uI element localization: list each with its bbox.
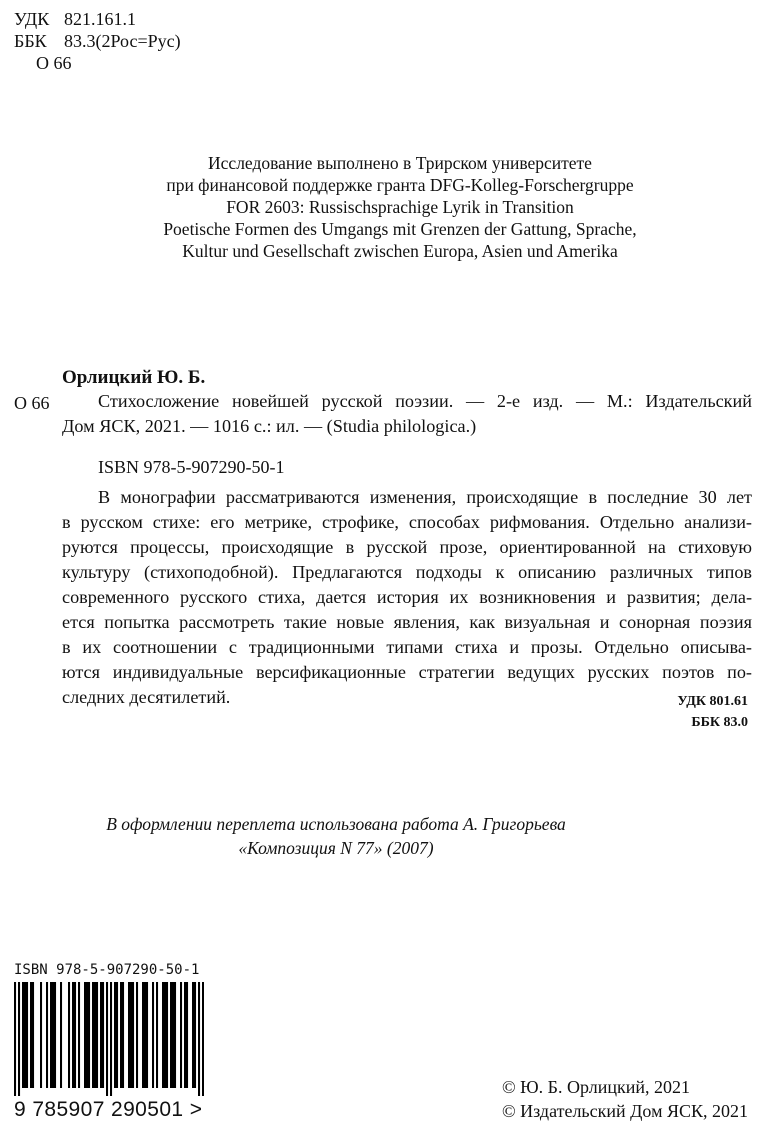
barcode-bar bbox=[198, 982, 200, 1096]
barcode-bar bbox=[122, 982, 124, 1088]
author-mark: О 66 bbox=[36, 53, 72, 73]
barcode-bar bbox=[22, 982, 24, 1088]
author-heading: Орлицкий Ю. Б. bbox=[62, 367, 206, 388]
barcode-bar bbox=[120, 982, 122, 1088]
barcode-bar bbox=[52, 982, 54, 1088]
barcode-bar bbox=[14, 982, 16, 1096]
barcode-bar bbox=[170, 982, 172, 1088]
barcode-bar bbox=[174, 982, 176, 1088]
grant-note-line: Poetische Formen des Umgangs mit Grenzen der Gattung, Sprache, bbox=[163, 219, 637, 239]
abstract-line: культуру (стихоподобной). Предлагаются подходы к описанию различных типов bbox=[62, 562, 752, 582]
barcode-bar bbox=[128, 982, 130, 1088]
barcode-bar bbox=[100, 982, 102, 1088]
bottom-bbk: ББК 83.0 bbox=[691, 715, 748, 730]
barcode-bar bbox=[186, 982, 188, 1088]
barcode-bar bbox=[152, 982, 154, 1088]
barcode-bar bbox=[94, 982, 96, 1088]
grant-note-line: при финансовой поддержке гранта DFG-Kolleg-Forschergruppe bbox=[166, 175, 634, 195]
udk-label: УДК bbox=[14, 9, 50, 29]
udk-value: 821.161.1 bbox=[64, 9, 136, 29]
isbn-line: ISBN 978-5-907290-50-1 bbox=[98, 457, 285, 477]
barcode-bar bbox=[102, 982, 104, 1088]
cover-credit-line: «Композиция N 77» (2007) bbox=[238, 838, 434, 858]
barcode-bar bbox=[30, 982, 32, 1088]
barcode-bar bbox=[24, 982, 26, 1088]
barcode-bar bbox=[136, 982, 138, 1088]
barcode-bar bbox=[132, 982, 134, 1088]
grant-note-line: Исследование выполнено в Трирском университете bbox=[208, 153, 592, 173]
abstract-line: в их соотношении с традиционными типами стиха и прозы. Отдельно описыва- bbox=[62, 637, 752, 657]
description-line: Дом ЯСК, 2021. — 1016 с.: ил. — (Studia philologica.) bbox=[62, 416, 477, 436]
barcode-bar bbox=[84, 982, 86, 1088]
barcode-bar bbox=[192, 982, 194, 1088]
barcode-bar bbox=[194, 982, 196, 1088]
copyright-publisher: © Издательский Дом ЯСК, 2021 bbox=[501, 1101, 748, 1121]
bottom-udk: УДК 801.61 bbox=[677, 694, 748, 709]
bbk-value: 83.3(2Рос=Рус) bbox=[64, 31, 181, 51]
abstract-line: следних десятилетий. bbox=[62, 687, 231, 707]
barcode-bar bbox=[78, 982, 80, 1088]
grant-note-line: FOR 2603: Russischsprachige Lyrik in Transition bbox=[226, 197, 574, 217]
barcode-bar bbox=[88, 982, 90, 1088]
barcode-bar bbox=[130, 982, 132, 1088]
bottom-classification bbox=[677, 691, 748, 733]
barcode-digits: 9 785907 290501 > bbox=[14, 1098, 203, 1121]
barcode-bar bbox=[50, 982, 52, 1088]
bbk-row bbox=[14, 30, 181, 52]
barcode-bar bbox=[46, 982, 48, 1088]
barcode-bar bbox=[72, 982, 74, 1088]
copyright-author: © Ю. Б. Орлицкий, 2021 bbox=[501, 1077, 690, 1097]
barcode-bar bbox=[60, 982, 62, 1088]
barcode-bar bbox=[26, 982, 28, 1088]
grant-note-line: Kultur und Gesellschaft zwischen Europa, Asien und Amerika bbox=[182, 241, 618, 261]
barcode bbox=[14, 982, 204, 1096]
barcode-bar bbox=[106, 982, 108, 1096]
bbk-label: ББК bbox=[14, 31, 47, 51]
abstract-line: современного русского стиха, дается история их возникновения и развития; дела- bbox=[62, 587, 752, 607]
barcode-bar bbox=[68, 982, 70, 1088]
barcode-bar bbox=[86, 982, 88, 1088]
barcode-bar bbox=[116, 982, 118, 1088]
abstract-line: ется попытка рассмотреть такие новые явления, как визуальная и сонорная поэзия bbox=[62, 612, 752, 632]
barcode-bar bbox=[202, 982, 204, 1096]
grant-note bbox=[0, 152, 764, 262]
udk-row bbox=[14, 8, 181, 30]
abstract bbox=[62, 485, 752, 710]
barcode-bar bbox=[184, 982, 186, 1088]
barcode-bar bbox=[166, 982, 168, 1088]
cover-credit-line: В оформлении переплета использована работа А. Григорьева bbox=[106, 814, 566, 834]
barcode-bar bbox=[180, 982, 182, 1088]
barcode-bar bbox=[172, 982, 174, 1088]
barcode-bar bbox=[146, 982, 148, 1088]
copyright-block bbox=[502, 1075, 748, 1123]
author-mark-row bbox=[14, 52, 181, 74]
barcode-bar bbox=[142, 982, 144, 1088]
classification-block bbox=[14, 8, 181, 74]
barcode-bar bbox=[92, 982, 94, 1088]
barcode-bar bbox=[18, 982, 20, 1096]
barcode-bar bbox=[96, 982, 98, 1088]
barcode-bar bbox=[162, 982, 164, 1088]
barcode-bar bbox=[54, 982, 56, 1088]
barcode-bar bbox=[110, 982, 112, 1096]
barcode-isbn-text: ISBN 978-5-907290-50-1 bbox=[14, 962, 200, 978]
bibliographic-description bbox=[62, 389, 752, 439]
barcode-bar bbox=[164, 982, 166, 1088]
barcode-bar bbox=[114, 982, 116, 1088]
abstract-line: в русском стихе: его метрике, строфике, способах рифмования. Отдельно анализи- bbox=[62, 512, 752, 532]
barcode-bar bbox=[32, 982, 34, 1088]
abstract-line: В монографии рассматриваются изменения, происходящие в последние 30 лет bbox=[98, 487, 752, 507]
description-line: Стихосложение новейшей русской поэзии. — 2-е изд. — М.: Издательский bbox=[98, 391, 752, 411]
abstract-line: руются процессы, происходящие в русской прозе, ориентированной на стиховую bbox=[62, 537, 752, 557]
abstract-line: ются индивидуальные версификационные стратегии ведущих русских поэтов по- bbox=[62, 662, 752, 682]
barcode-bar bbox=[74, 982, 76, 1088]
barcode-bar bbox=[144, 982, 146, 1088]
author-cipher: О 66 bbox=[14, 393, 50, 413]
barcode-bar bbox=[40, 982, 42, 1088]
cover-credit bbox=[0, 812, 672, 860]
barcode-bar bbox=[156, 982, 158, 1088]
